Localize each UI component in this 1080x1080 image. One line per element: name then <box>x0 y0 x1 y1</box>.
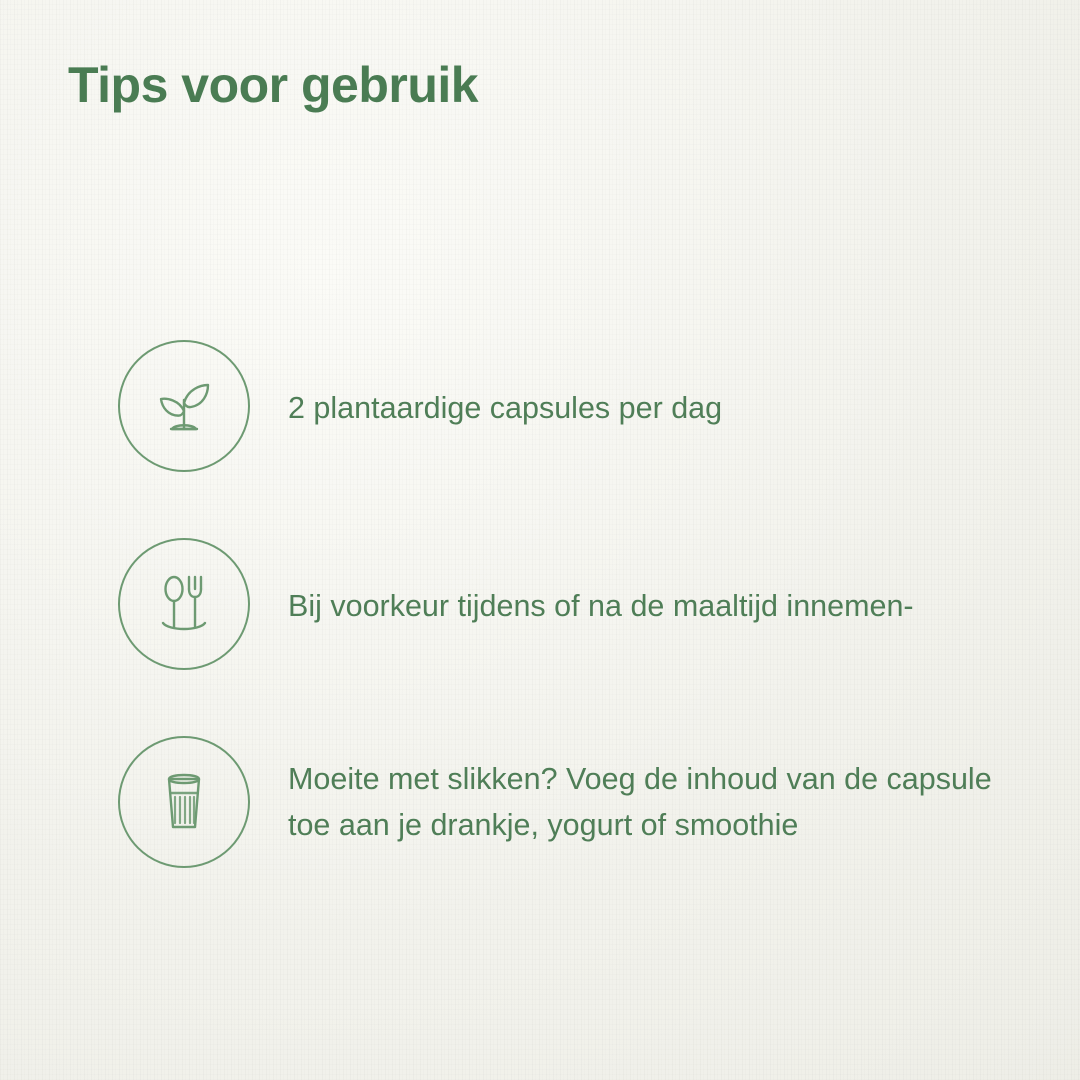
spoon-fork-plate-icon <box>118 538 250 670</box>
tip-text: 2 plantaardige capsules per dag <box>288 391 723 425</box>
tips-list <box>118 340 1048 868</box>
drinking-glass-icon <box>118 736 250 868</box>
sprout-plant-icon <box>118 340 250 472</box>
list-item <box>118 736 1048 868</box>
tip-text: Bij voorkeur tijdens of na de maaltijd innemen- <box>288 589 914 623</box>
list-item <box>118 340 1048 472</box>
tip-text: Moeite met slikken? Voeg de inhoud van de capsule toe aan je drankje, yogurt of smoothie <box>288 762 992 843</box>
page-title: Tips voor gebruik <box>68 57 479 113</box>
list-item <box>118 538 1048 670</box>
